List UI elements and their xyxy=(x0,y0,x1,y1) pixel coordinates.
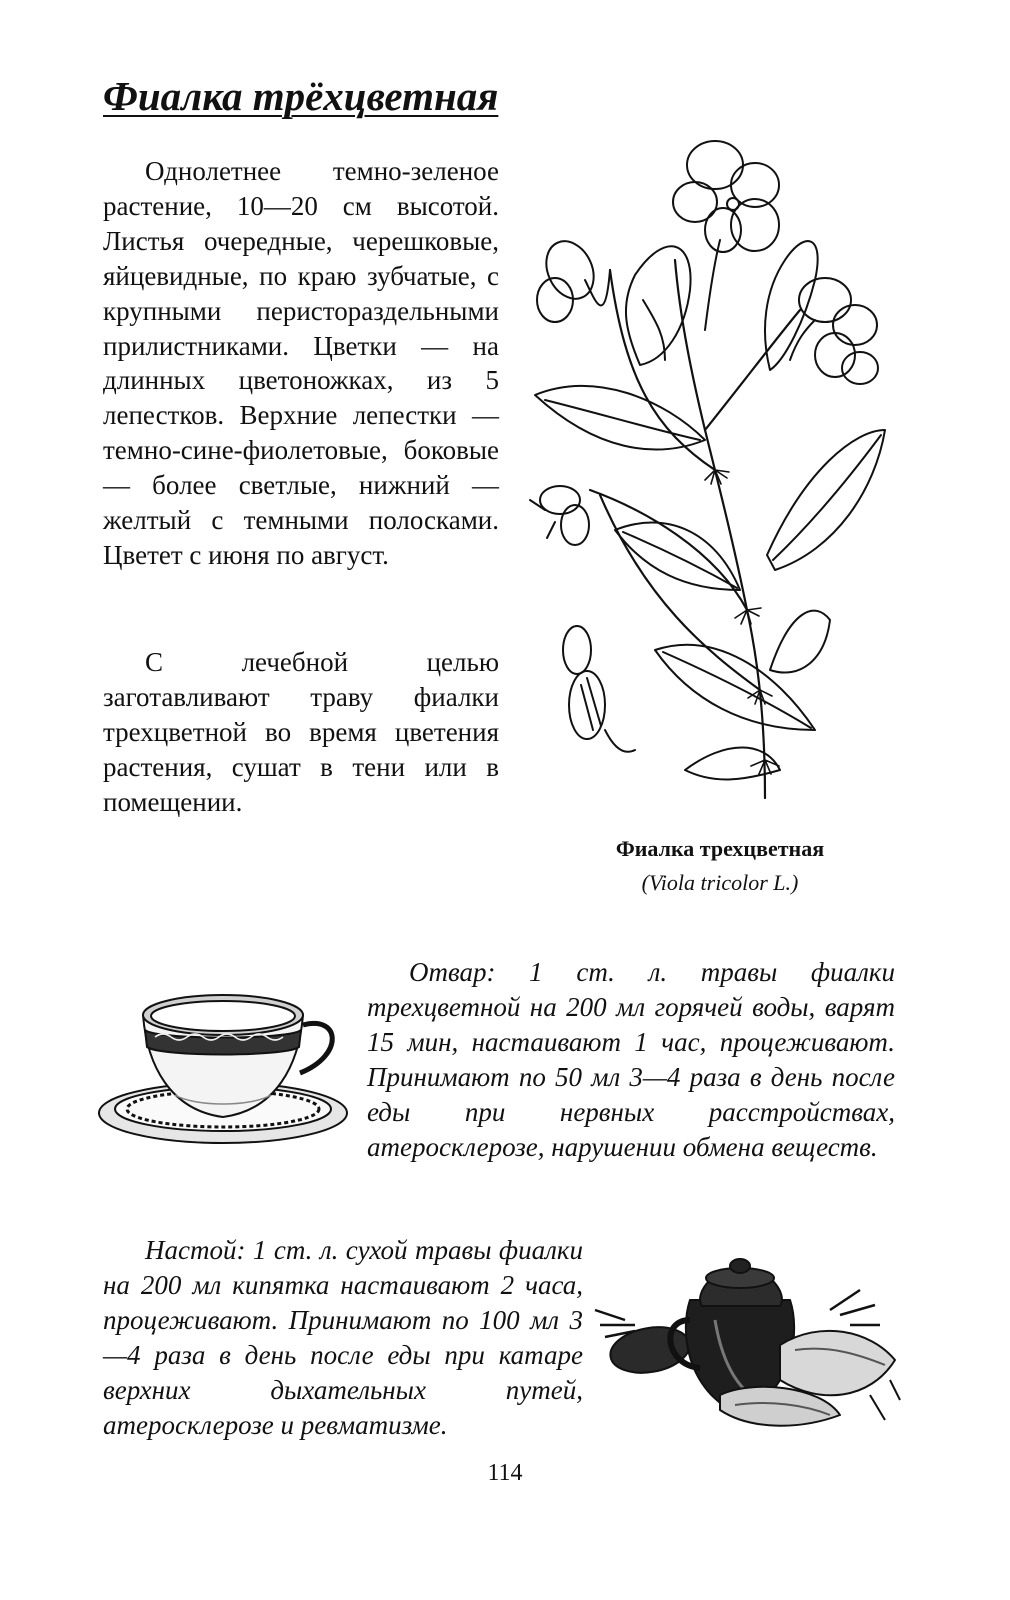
stipules xyxy=(705,470,779,774)
left-bud xyxy=(537,234,610,322)
caption-latin: (Viola tricolor L.) xyxy=(641,870,799,895)
seed-pod xyxy=(563,626,635,752)
teacup-illustration xyxy=(95,985,355,1155)
page-title: Фиалка трёхцветная xyxy=(103,73,499,119)
right-flower xyxy=(790,278,878,384)
clay-jug-illustration xyxy=(590,1250,905,1435)
plant-description: Однолетнее темно-зеленое растение, 10—20 см высотой. Листья очередные, черешковые, яйцевидные, по краю зубчатые, с крупными перистораздельными прилистниками. Цветки — на длинных цветоножках, из 5 лепестков. Верхние лепестки — темно-сине-фиолетовые, боковые — более светлые, нижний — желтый с темными полосками. Цветет с июня по август. xyxy=(103,156,499,570)
decoction-recipe: Отвар: 1 ст. л. травы фиалки трехцветной на 200 мл горячей воды, варят 15 мин, настаивают 1 час, процеживают. Принимают по 50 мл 3—4 раза в день после еды при нервных расстройствах, атеросклерозе, нарушении обмена веществ. xyxy=(367,957,895,1162)
infusion-recipe: Настой: 1 ст. л. сухой травы фиалки на 200 мл кипятка настаивают 2 часа, процеживают. Принимают по 100 мл 3—4 раза в день после еды при катаре верхних дыхательных путей, атеросклерозе и ревматизме. xyxy=(103,1235,583,1440)
page-number: 114 xyxy=(487,1460,523,1486)
small-flower xyxy=(530,486,589,545)
harvest-paragraph: С лечебной целью заготавливают траву фиалки трехцветной во время цветения растения, сушат в тени или в помещении. xyxy=(103,647,499,817)
viola-plant-illustration xyxy=(515,130,900,820)
caption-name: Фиалка трехцветная xyxy=(615,836,825,861)
figure-caption xyxy=(520,832,920,900)
